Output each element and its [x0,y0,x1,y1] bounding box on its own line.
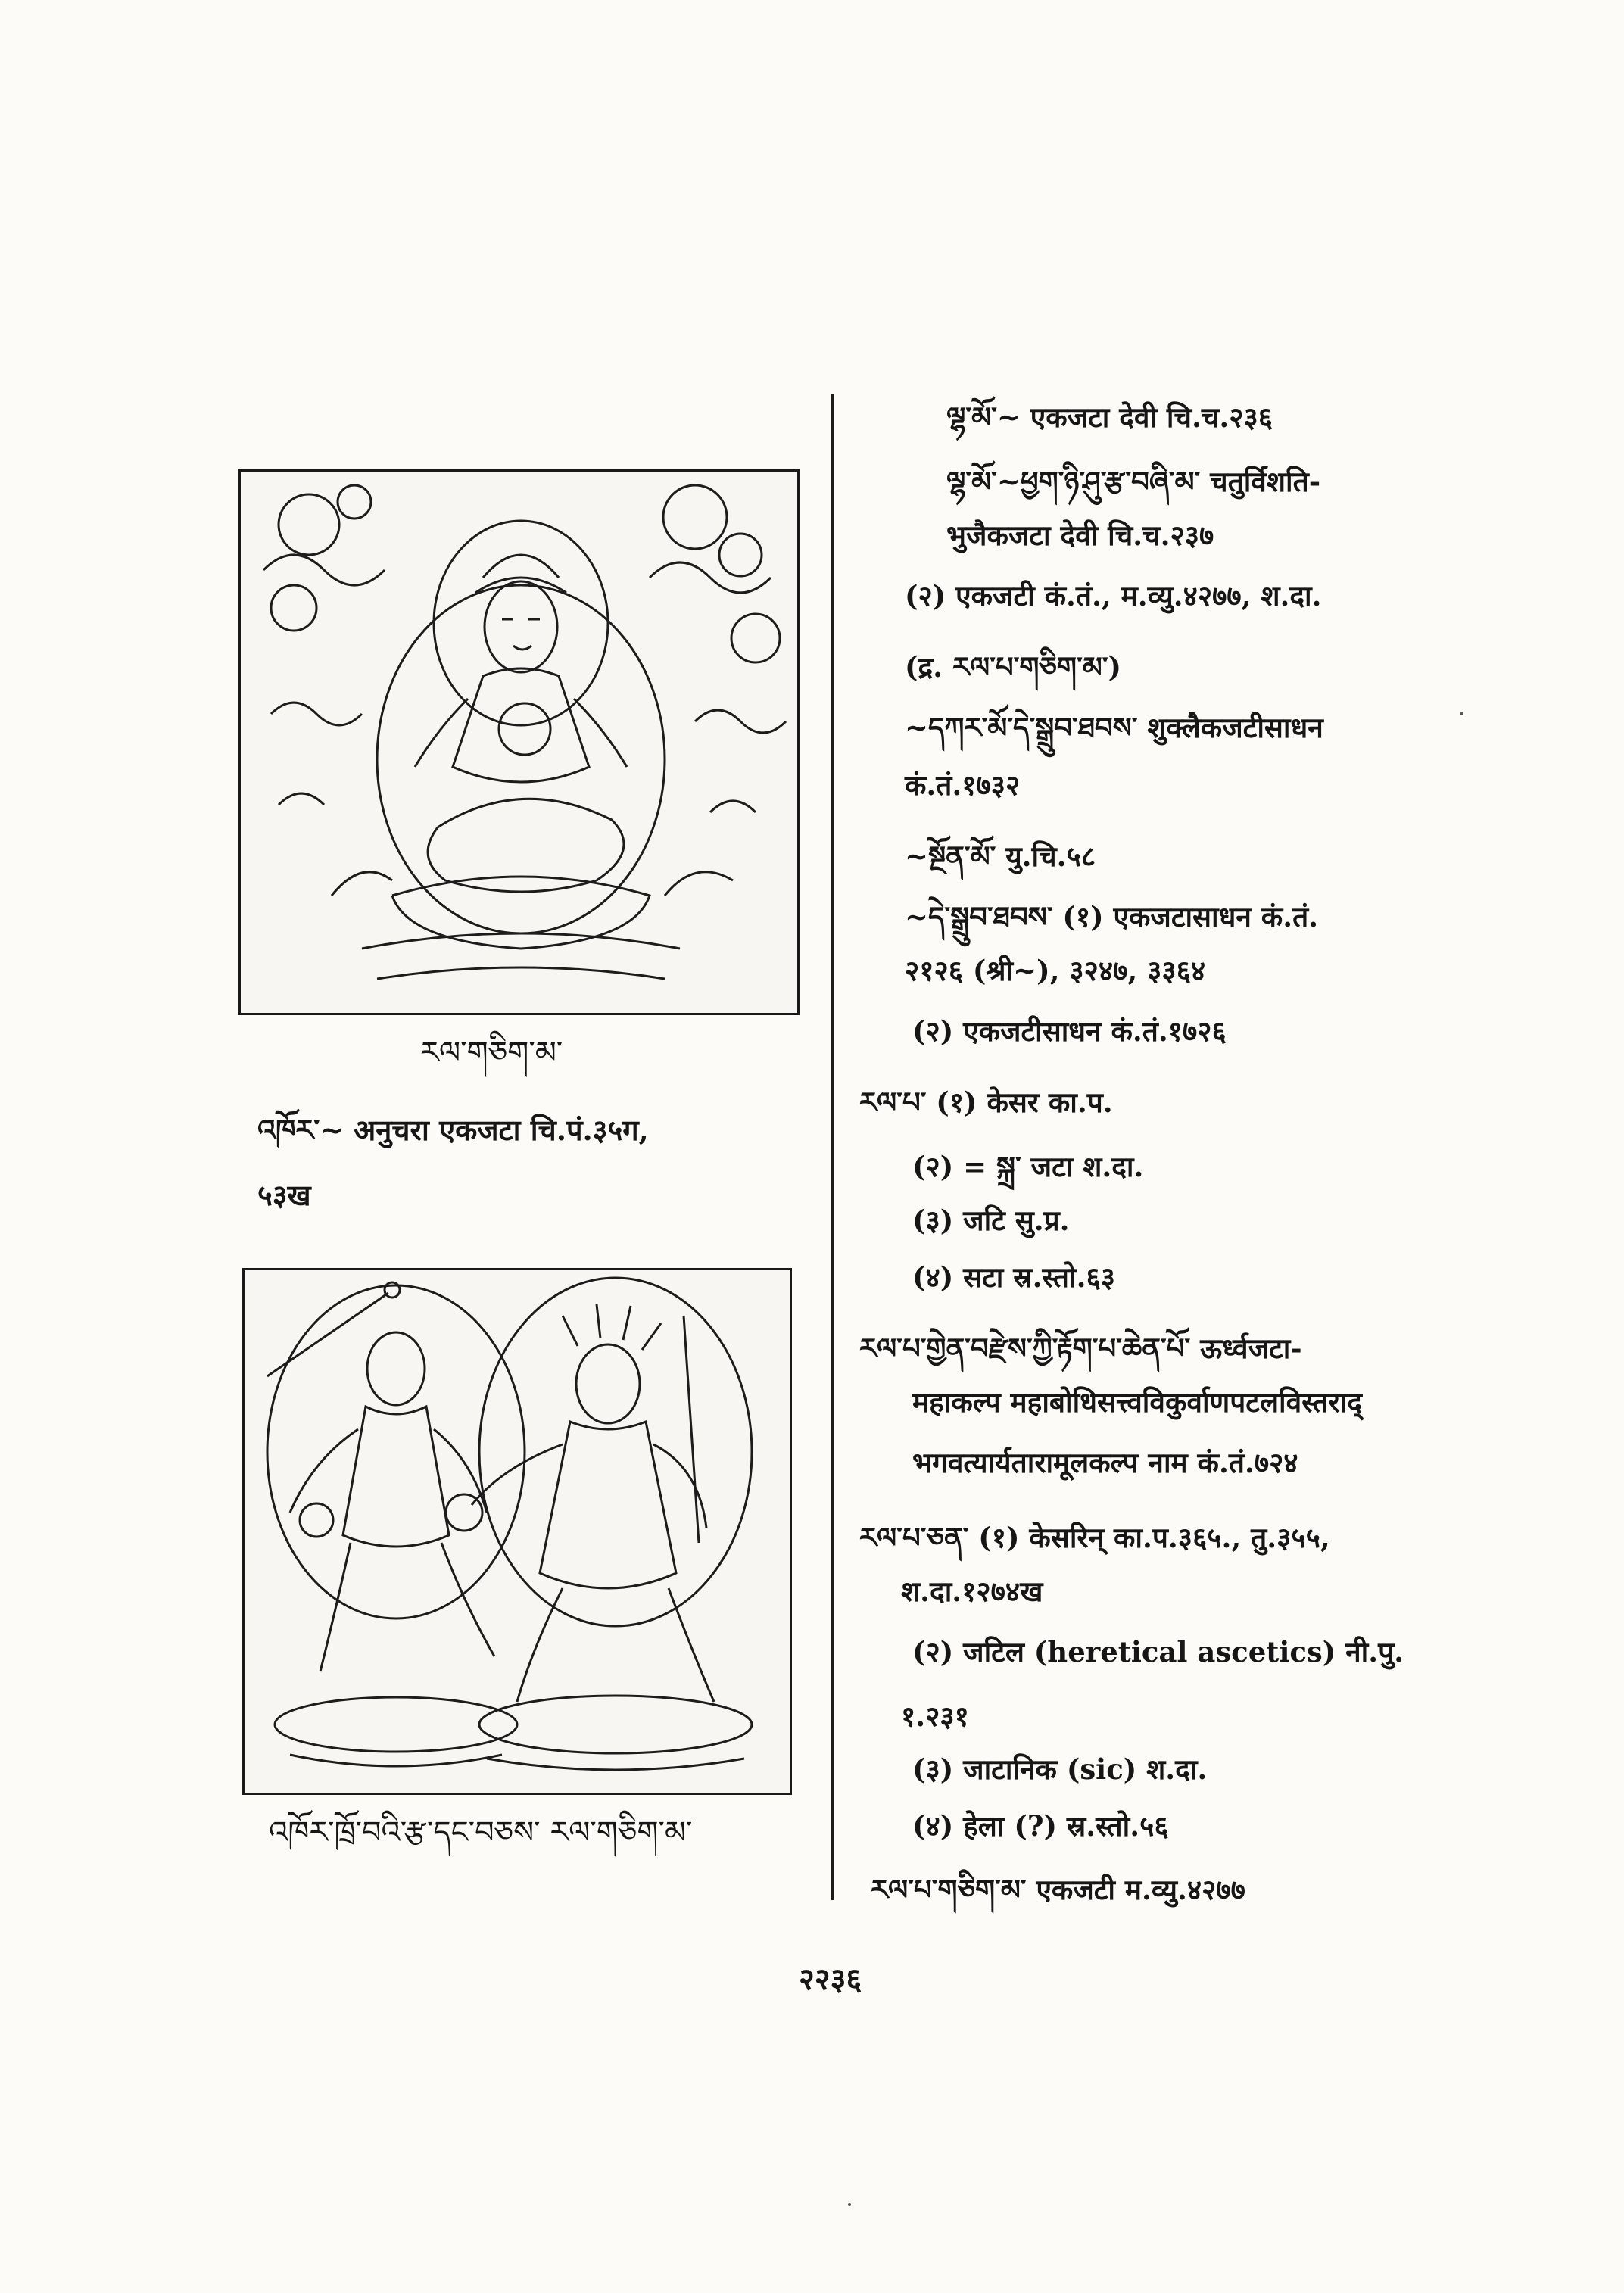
deity-pair-line-drawing [245,1270,790,1793]
entry-line: १.२३१ [901,1699,969,1733]
entry-line: ལྷ་མོ་~ཕྱག་ཉི་ཤུ་རྩ་བཞི་མ་ चतुर्विशति- [946,465,1321,498]
entry-line: རལ་པ་ཅན་ (१) केसरिन् का.प.३६५., तु.३५५, [859,1521,1330,1554]
entry-line: ~སྔོན་མོ་ यु.चि.५८ [905,840,1096,873]
entry-line: कं.तं.१७३२ [905,768,1021,802]
entry-line: ལྷ་མོ་~ एकजटा देवी चि.च.२३६ [946,400,1273,434]
entry-line: རལ་པ་ (१) केसर का.प. [859,1086,1113,1119]
entry-line: (३) जटि सु.प्र. [912,1204,1070,1237]
left-dictionary-entry [257,1098,825,1228]
page-number: २२३६ [799,1961,862,1997]
entry-line: (द्र. རལ་པ་གཅིག་མ་) [905,650,1121,684]
entry-line: (४) हेला (?) स्र.स्तो.५६ [912,1809,1169,1843]
entry-line: རལ་པ་གཅིག་མ་ एकजटी म.व्यु.४२७७ [871,1873,1245,1906]
entry-line: (२) जटिल (heretical ascetics) नी.पु. [912,1635,1404,1668]
entry-line: (२) = སྐྲ་ जटा श.दा. [912,1150,1144,1183]
entry-line: ५३ख [257,1178,311,1212]
entry-line: महाकल्प महाबोधिसत्त्वविकुर्वाणपटलविस्तराद् [912,1385,1363,1419]
entry-line: भगवत्यार्यतारामूलकल्प नाम कं.तं.७२४ [912,1446,1298,1479]
ekajata-line-drawing [241,472,797,1013]
entry-line: (३) जाटानिक (sic) श.दा. [912,1752,1208,1786]
entry-line: རལ་པ་གྱེན་བརྫེས་ཀྱི་རྟོག་པ་ཆེན་པོ་ ऊर्ध्वजटा- [859,1332,1302,1365]
entry-line: ~དཀར་མོ་དེ་སྒྲུབ་ཐབས་ शुक्लैकजटीसाधन [905,711,1323,744]
entry-line: འཁོར་~ अनुचरा एकजटा चि.पं.३५ग, [257,1113,649,1147]
scan-speck [1460,712,1463,715]
entry-line: (४) सटा स्र.स्तो.६३ [912,1260,1115,1294]
entry-line: भुजैकजटा देवी चि.च.२३७ [946,519,1214,552]
figure-caption: རལ་གཅིག་མ་ [420,1036,563,1070]
entry-line: श.दा.१२७४ख [901,1575,1043,1608]
entry-line: (२) एकजटीसाधन कं.तं.१७२६ [912,1014,1227,1048]
entry-line: २१२६ (श्री~), ३२४७, ३३६४ [905,954,1206,987]
figure-caption: འཁོར་ཁྲོ་བའི་རྩ་དང་བཅས་ རལ་གཅིག་མ་ [269,1815,693,1850]
scan-speck [848,2203,851,2206]
entry-line: (२) एकजटी कं.तं., म.व्यु.४२७७, श.दा. [905,579,1322,612]
entry-line: ~དེ་སྒྲུབ་ཐབས་ (१) एकजटासाधन कं.तं. [905,900,1319,933]
deity-illustration-pair [242,1268,792,1795]
column-divider [831,394,834,1900]
deity-illustration-ekajata [238,469,800,1015]
